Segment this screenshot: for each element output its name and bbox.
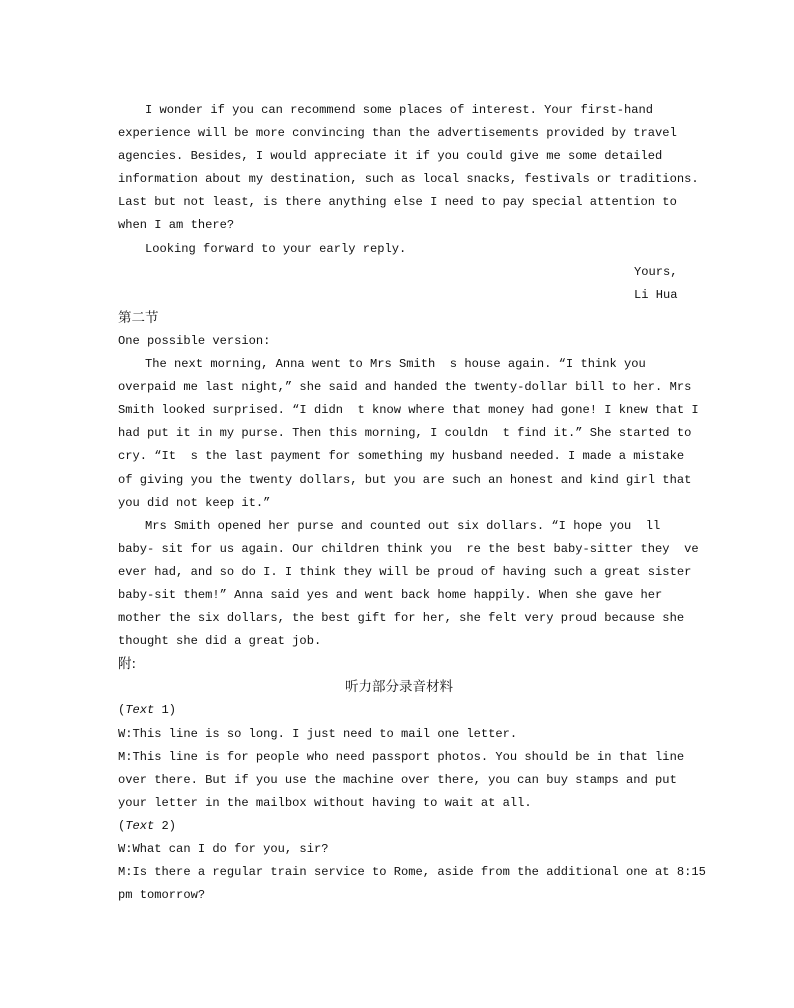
letter-closing: Yours,: [634, 264, 678, 279]
paren-open: (: [118, 818, 126, 833]
essay-line: Mrs Smith opened her purse and counted out six dollars. “I hope you ll: [145, 518, 661, 533]
essay-line: overpaid me last night,” she said and handed the twenty-dollar bill to her. Mrs: [118, 380, 692, 395]
letter-line: agencies. Besides, I would appreciate it if you could give me some detailed: [118, 149, 663, 164]
letter-line: information about my destination, such as local snacks, festivals or traditions.: [118, 172, 699, 187]
transcript-line: over there. But if you use the machine over there, you can buy stamps and put: [118, 772, 677, 787]
letter-line: experience will be more convincing than the advertisements provided by travel: [118, 126, 677, 141]
appendix-label: 附:: [118, 656, 137, 673]
essay-line: of giving you the twenty dollars, but you are such an honest and kind girl that: [118, 472, 692, 487]
transcript-line: W:This line is so long. I just need to mail one letter.: [118, 726, 518, 741]
letter-signature: Li Hua: [634, 287, 678, 302]
text-number: 2): [154, 818, 177, 833]
transcript-line: M:This line is for people who need passport photos. You should be in that line: [118, 749, 685, 764]
essay-line: cry. “It s the last payment for something my husband needed. I made a mistake: [118, 449, 685, 464]
letter-line: Last but not least, is there anything else I need to pay special attention to: [118, 195, 677, 210]
letter-line: Looking forward to your early reply.: [145, 241, 407, 256]
section-heading: 第二节: [118, 309, 159, 326]
transcript-line: pm tomorrow?: [118, 888, 206, 903]
document-page: [118, 99, 706, 907]
essay-line: Smith looked surprised. “I didn t know where that money had gone! I knew that I: [118, 403, 699, 418]
appendix-title: 听力部分录音材料: [345, 679, 453, 696]
essay-line: you did not keep it.”: [118, 495, 271, 510]
essay-line: baby-sit them!” Anna said yes and went back home happily. When she gave her: [118, 587, 663, 602]
letter-line: I wonder if you can recommend some places of interest. Your first-hand: [145, 103, 654, 117]
text-label: Text: [125, 703, 155, 718]
paren-open: (: [118, 703, 126, 718]
essay-line: The next morning, Anna went to Mrs Smith s house again. “I think you: [145, 357, 646, 372]
essay-line: baby- sit for us again. Our children think you re the best baby-sitter they ve: [118, 541, 699, 556]
section-intro: One possible version:: [118, 333, 271, 348]
essay-line: mother the six dollars, the best gift for her, she felt very proud because she: [118, 611, 685, 626]
essay-line: had put it in my purse. Then this morning, I couldn t find it.” She started to: [118, 426, 692, 441]
essay-line: thought she did a great job.: [118, 634, 322, 649]
transcript-line: M:Is there a regular train service to Rome, aside from the additional one at 8:15: [118, 865, 706, 880]
transcript-line: W:What can I do for you, sir?: [118, 842, 329, 856]
essay-line: ever had, and so do I. I think they will be proud of having such a great sister: [118, 564, 692, 579]
letter-line: when I am there?: [118, 218, 235, 233]
text-number: 1): [154, 703, 177, 718]
text-label: Text: [125, 818, 155, 833]
text2-label: [118, 815, 680, 838]
transcript-line: your letter in the mailbox without having to wait at all.: [118, 795, 532, 810]
text1-label: [118, 699, 680, 722]
